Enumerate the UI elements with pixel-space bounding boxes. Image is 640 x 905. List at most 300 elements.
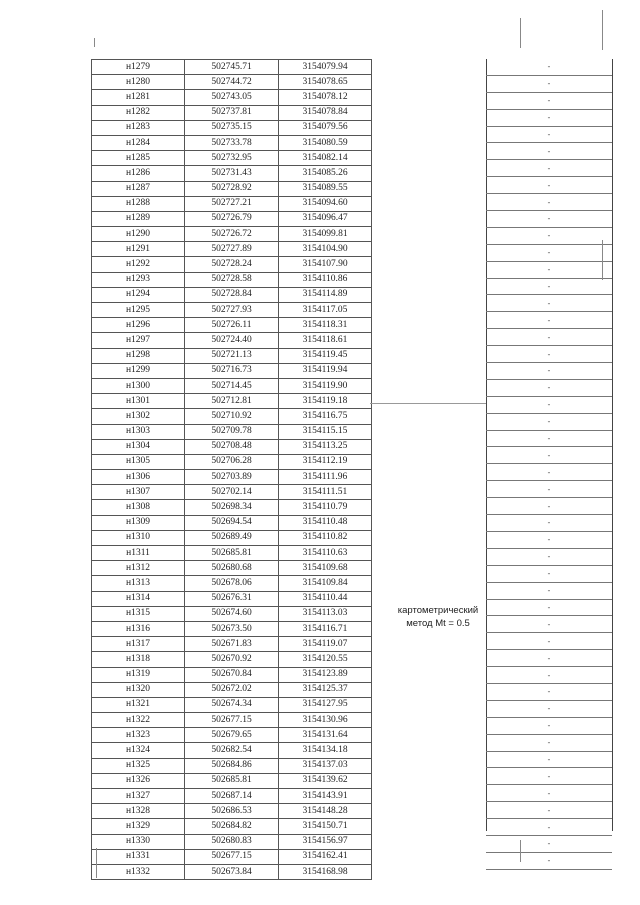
side-row: [486, 430, 612, 447]
side-row: [486, 802, 612, 819]
dash-cell: -: [486, 802, 612, 819]
y-coordinate-cell: 3154168.98: [279, 864, 372, 879]
side-row: [486, 413, 612, 430]
table-row: [92, 834, 372, 849]
table-row: [92, 515, 372, 530]
side-row: [486, 548, 612, 565]
table-row: [92, 561, 372, 576]
x-coordinate-cell: 502732.95: [185, 151, 279, 166]
table-row: [92, 758, 372, 773]
dash-cell: -: [486, 447, 612, 464]
point-id-cell: н1291: [92, 242, 185, 257]
x-coordinate-cell: 502698.34: [185, 500, 279, 515]
point-id-cell: н1317: [92, 637, 185, 652]
y-coordinate-cell: 3154125.37: [279, 682, 372, 697]
x-coordinate-cell: 502726.11: [185, 318, 279, 333]
y-coordinate-cell: 3154130.96: [279, 713, 372, 728]
x-coordinate-cell: 502673.50: [185, 621, 279, 636]
dash-cell: -: [486, 548, 612, 565]
x-coordinate-cell: 502710.92: [185, 409, 279, 424]
x-coordinate-cell: 502728.84: [185, 287, 279, 302]
scan-mark: [96, 848, 97, 878]
table-row: [92, 819, 372, 834]
point-id-cell: н1307: [92, 485, 185, 500]
point-id-cell: н1290: [92, 227, 185, 242]
table-row: [92, 485, 372, 500]
side-row: [486, 244, 612, 261]
side-row: [486, 751, 612, 768]
y-coordinate-cell: 3154123.89: [279, 667, 372, 682]
dash-cell: -: [486, 396, 612, 413]
dash-cell: -: [486, 126, 612, 143]
scan-mark: [94, 38, 95, 47]
side-row: [486, 92, 612, 109]
dash-cell: -: [486, 515, 612, 532]
table-row: [92, 576, 372, 591]
x-coordinate-cell: 502726.79: [185, 211, 279, 226]
dash-cell: -: [486, 481, 612, 498]
side-row: [486, 261, 612, 278]
y-coordinate-cell: 3154110.48: [279, 515, 372, 530]
point-id-cell: н1293: [92, 272, 185, 287]
point-id-cell: н1324: [92, 743, 185, 758]
side-row: [486, 852, 612, 869]
x-coordinate-cell: 502685.81: [185, 773, 279, 788]
side-row: [486, 194, 612, 211]
x-coordinate-cell: 502684.86: [185, 758, 279, 773]
y-coordinate-cell: 3154117.05: [279, 303, 372, 318]
dash-cell: -: [486, 667, 612, 684]
y-coordinate-cell: 3154099.81: [279, 227, 372, 242]
side-row: [486, 447, 612, 464]
x-coordinate-cell: 502677.15: [185, 713, 279, 728]
x-coordinate-cell: 502682.54: [185, 743, 279, 758]
point-id-cell: н1294: [92, 287, 185, 302]
table-row: [92, 135, 372, 150]
side-row: [486, 599, 612, 616]
point-id-cell: н1323: [92, 728, 185, 743]
y-coordinate-cell: 3154119.45: [279, 348, 372, 363]
x-coordinate-cell: 502674.60: [185, 606, 279, 621]
x-coordinate-cell: 502737.81: [185, 105, 279, 120]
y-coordinate-cell: 3154110.82: [279, 530, 372, 545]
table-row: [92, 378, 372, 393]
dash-cell: -: [486, 498, 612, 515]
table-row: [92, 637, 372, 652]
point-id-cell: н1279: [92, 60, 185, 75]
point-id-cell: н1309: [92, 515, 185, 530]
x-coordinate-cell: 502708.48: [185, 439, 279, 454]
dash-cell: -: [486, 59, 612, 75]
x-coordinate-cell: 502702.14: [185, 485, 279, 500]
method-note: [380, 604, 496, 630]
dash-cell: -: [486, 278, 612, 295]
table-row: [92, 227, 372, 242]
dash-cell: -: [486, 109, 612, 126]
y-coordinate-cell: 3154111.96: [279, 470, 372, 485]
x-coordinate-cell: 502680.83: [185, 834, 279, 849]
point-id-cell: н1306: [92, 470, 185, 485]
side-row: [486, 211, 612, 228]
table-row: [92, 470, 372, 485]
point-id-cell: н1296: [92, 318, 185, 333]
y-coordinate-cell: 3154119.18: [279, 394, 372, 409]
table-row: [92, 166, 372, 181]
table-row: [92, 75, 372, 90]
point-id-cell: н1303: [92, 424, 185, 439]
y-coordinate-cell: 3154118.61: [279, 333, 372, 348]
side-row: [486, 700, 612, 717]
dash-cell: -: [486, 379, 612, 396]
y-coordinate-cell: 3154096.47: [279, 211, 372, 226]
x-coordinate-cell: 502706.28: [185, 454, 279, 469]
point-id-cell: н1321: [92, 697, 185, 712]
point-id-cell: н1289: [92, 211, 185, 226]
side-row: [486, 498, 612, 515]
dash-cell: -: [486, 819, 612, 836]
x-coordinate-cell: 502709.78: [185, 424, 279, 439]
side-row: [486, 109, 612, 126]
x-coordinate-cell: 502716.73: [185, 363, 279, 378]
table-row: [92, 394, 372, 409]
side-row: [486, 363, 612, 380]
scan-mark: [602, 10, 603, 50]
table-row: [92, 287, 372, 302]
point-id-cell: н1285: [92, 151, 185, 166]
y-coordinate-cell: 3154131.64: [279, 728, 372, 743]
y-coordinate-cell: 3154113.25: [279, 439, 372, 454]
side-row: [486, 734, 612, 751]
side-row: [486, 582, 612, 599]
table-row: [92, 804, 372, 819]
side-row: [486, 633, 612, 650]
x-coordinate-cell: 502679.65: [185, 728, 279, 743]
y-coordinate-cell: 3154078.65: [279, 75, 372, 90]
side-row: [486, 396, 612, 413]
scan-mark: [520, 840, 521, 862]
dash-cell: -: [486, 835, 612, 852]
x-coordinate-cell: 502735.15: [185, 120, 279, 135]
dash-cell: -: [486, 430, 612, 447]
dash-cell: -: [486, 211, 612, 228]
dash-cell: -: [486, 244, 612, 261]
dash-cell: -: [486, 717, 612, 734]
side-row: [486, 565, 612, 582]
side-row: [486, 312, 612, 329]
side-row: [486, 717, 612, 734]
y-coordinate-cell: 3154116.75: [279, 409, 372, 424]
point-id-cell: н1332: [92, 864, 185, 879]
point-id-cell: н1314: [92, 591, 185, 606]
x-coordinate-cell: 502726.72: [185, 227, 279, 242]
side-row: [486, 531, 612, 548]
y-coordinate-cell: 3154079.56: [279, 120, 372, 135]
table-row: [92, 242, 372, 257]
y-coordinate-cell: 3154111.51: [279, 485, 372, 500]
y-coordinate-cell: 3154137.03: [279, 758, 372, 773]
side-row: [486, 227, 612, 244]
y-coordinate-cell: 3154104.90: [279, 242, 372, 257]
x-coordinate-cell: 502673.84: [185, 864, 279, 879]
y-coordinate-cell: 3154094.60: [279, 196, 372, 211]
point-id-cell: н1305: [92, 454, 185, 469]
table-row: [92, 864, 372, 879]
x-coordinate-cell: 502727.93: [185, 303, 279, 318]
dash-cell: -: [486, 852, 612, 869]
side-row: [486, 515, 612, 532]
table-row: [92, 211, 372, 226]
table-row: [92, 500, 372, 515]
x-coordinate-cell: 502686.53: [185, 804, 279, 819]
side-row: [486, 616, 612, 633]
x-coordinate-cell: 502670.84: [185, 667, 279, 682]
y-coordinate-cell: 3154078.84: [279, 105, 372, 120]
y-coordinate-cell: 3154112.19: [279, 454, 372, 469]
point-id-cell: н1315: [92, 606, 185, 621]
dash-cell: -: [486, 177, 612, 194]
x-coordinate-cell: 502694.54: [185, 515, 279, 530]
x-coordinate-cell: 502724.40: [185, 333, 279, 348]
point-id-cell: н1318: [92, 652, 185, 667]
x-coordinate-cell: 502731.43: [185, 166, 279, 181]
y-coordinate-cell: 3154139.62: [279, 773, 372, 788]
table-row: [92, 424, 372, 439]
y-coordinate-cell: 3154143.91: [279, 789, 372, 804]
point-id-cell: н1295: [92, 303, 185, 318]
point-id-cell: н1330: [92, 834, 185, 849]
dash-cell: -: [486, 616, 612, 633]
dash-cell: -: [486, 700, 612, 717]
scan-mark: [520, 18, 521, 48]
side-row: [486, 75, 612, 92]
side-dash-column-body: [486, 59, 612, 869]
side-row: [486, 346, 612, 363]
side-row: [486, 59, 612, 75]
point-id-cell: н1328: [92, 804, 185, 819]
side-dash-column: [486, 59, 612, 870]
y-coordinate-cell: 3154162.41: [279, 849, 372, 864]
dash-cell: -: [486, 295, 612, 312]
point-id-cell: н1282: [92, 105, 185, 120]
point-id-cell: н1325: [92, 758, 185, 773]
side-row: [486, 667, 612, 684]
side-row: [486, 379, 612, 396]
y-coordinate-cell: 3154109.84: [279, 576, 372, 591]
dash-cell: -: [486, 565, 612, 582]
side-row: [486, 835, 612, 852]
point-id-cell: н1280: [92, 75, 185, 90]
y-coordinate-cell: 3154110.44: [279, 591, 372, 606]
table-row: [92, 667, 372, 682]
side-row: [486, 683, 612, 700]
table-row: [92, 546, 372, 561]
x-coordinate-cell: 502672.02: [185, 682, 279, 697]
dash-cell: -: [486, 633, 612, 650]
table-row: [92, 621, 372, 636]
y-coordinate-cell: 3154109.68: [279, 561, 372, 576]
table-row: [92, 530, 372, 545]
x-coordinate-cell: 502680.68: [185, 561, 279, 576]
x-coordinate-cell: 502674.34: [185, 697, 279, 712]
x-coordinate-cell: 502727.89: [185, 242, 279, 257]
table-row: [92, 606, 372, 621]
table-row: [92, 333, 372, 348]
point-id-cell: н1329: [92, 819, 185, 834]
point-id-cell: н1288: [92, 196, 185, 211]
x-coordinate-cell: 502728.58: [185, 272, 279, 287]
table-row: [92, 363, 372, 378]
coordinates-table: [91, 59, 372, 880]
y-coordinate-cell: 3154089.55: [279, 181, 372, 196]
point-id-cell: н1316: [92, 621, 185, 636]
dash-cell: -: [486, 785, 612, 802]
dash-cell: -: [486, 312, 612, 329]
method-line-1: картометрический: [397, 605, 479, 616]
side-row: [486, 650, 612, 667]
point-id-cell: н1312: [92, 561, 185, 576]
x-coordinate-cell: 502677.15: [185, 849, 279, 864]
table-row: [92, 409, 372, 424]
y-coordinate-cell: 3154115.15: [279, 424, 372, 439]
side-row: [486, 481, 612, 498]
table-row: [92, 697, 372, 712]
side-column-right-border: [612, 59, 613, 831]
side-row: [486, 768, 612, 785]
side-row: [486, 160, 612, 177]
table-row: [92, 90, 372, 105]
x-coordinate-cell: 502670.92: [185, 652, 279, 667]
table-row: [92, 713, 372, 728]
table-row: [92, 682, 372, 697]
point-id-cell: н1311: [92, 546, 185, 561]
y-coordinate-cell: 3154150.71: [279, 819, 372, 834]
side-row: [486, 126, 612, 143]
dash-cell: -: [486, 92, 612, 109]
y-coordinate-cell: 3154116.71: [279, 621, 372, 636]
point-id-cell: н1319: [92, 667, 185, 682]
point-id-cell: н1308: [92, 500, 185, 515]
y-coordinate-cell: 3154127.95: [279, 697, 372, 712]
y-coordinate-cell: 3154148.28: [279, 804, 372, 819]
dash-cell: -: [486, 75, 612, 92]
side-row: [486, 785, 612, 802]
side-row: [486, 329, 612, 346]
point-id-cell: н1281: [92, 90, 185, 105]
table-row: [92, 120, 372, 135]
x-coordinate-cell: 502744.72: [185, 75, 279, 90]
dash-cell: -: [486, 582, 612, 599]
divider-line: [370, 403, 486, 404]
dash-cell: -: [486, 768, 612, 785]
table-row: [92, 348, 372, 363]
table-row: [92, 789, 372, 804]
y-coordinate-cell: 3154110.79: [279, 500, 372, 515]
y-coordinate-cell: 3154156.97: [279, 834, 372, 849]
dash-cell: -: [486, 464, 612, 481]
dash-cell: -: [486, 683, 612, 700]
dash-cell: -: [486, 413, 612, 430]
table-row: [92, 181, 372, 196]
x-coordinate-cell: 502728.24: [185, 257, 279, 272]
y-coordinate-cell: 3154134.18: [279, 743, 372, 758]
table-row: [92, 728, 372, 743]
x-coordinate-cell: 502745.71: [185, 60, 279, 75]
dash-cell: -: [486, 346, 612, 363]
point-id-cell: н1297: [92, 333, 185, 348]
dash-cell: -: [486, 599, 612, 616]
point-id-cell: н1310: [92, 530, 185, 545]
x-coordinate-cell: 502728.92: [185, 181, 279, 196]
point-id-cell: н1284: [92, 135, 185, 150]
y-coordinate-cell: 3154080.59: [279, 135, 372, 150]
y-coordinate-cell: 3154114.89: [279, 287, 372, 302]
point-id-cell: н1299: [92, 363, 185, 378]
x-coordinate-cell: 502712.81: [185, 394, 279, 409]
dash-cell: -: [486, 734, 612, 751]
table-row: [92, 151, 372, 166]
y-coordinate-cell: 3154082.14: [279, 151, 372, 166]
y-coordinate-cell: 3154110.63: [279, 546, 372, 561]
x-coordinate-cell: 502684.82: [185, 819, 279, 834]
y-coordinate-cell: 3154120.55: [279, 652, 372, 667]
y-coordinate-cell: 3154119.90: [279, 378, 372, 393]
y-coordinate-cell: 3154110.86: [279, 272, 372, 287]
side-row: [486, 177, 612, 194]
x-coordinate-cell: 502687.14: [185, 789, 279, 804]
point-id-cell: н1327: [92, 789, 185, 804]
y-coordinate-cell: 3154085.26: [279, 166, 372, 181]
side-row: [486, 143, 612, 160]
table-row: [92, 652, 372, 667]
coordinates-table-body: [92, 60, 372, 880]
y-coordinate-cell: 3154119.94: [279, 363, 372, 378]
table-row: [92, 743, 372, 758]
side-row: [486, 464, 612, 481]
point-id-cell: н1292: [92, 257, 185, 272]
y-coordinate-cell: 3154078.12: [279, 90, 372, 105]
y-coordinate-cell: 3154107.90: [279, 257, 372, 272]
point-id-cell: н1331: [92, 849, 185, 864]
table-row: [92, 257, 372, 272]
table-row: [92, 303, 372, 318]
x-coordinate-cell: 502689.49: [185, 530, 279, 545]
point-id-cell: н1287: [92, 181, 185, 196]
x-coordinate-cell: 502721.13: [185, 348, 279, 363]
point-id-cell: н1302: [92, 409, 185, 424]
table-row: [92, 439, 372, 454]
point-id-cell: н1322: [92, 713, 185, 728]
table-row: [92, 105, 372, 120]
point-id-cell: н1313: [92, 576, 185, 591]
dash-cell: -: [486, 650, 612, 667]
point-id-cell: н1286: [92, 166, 185, 181]
table-row: [92, 60, 372, 75]
dash-cell: -: [486, 143, 612, 160]
table-row: [92, 849, 372, 864]
dash-cell: -: [486, 261, 612, 278]
table-row: [92, 773, 372, 788]
x-coordinate-cell: 502743.05: [185, 90, 279, 105]
dash-cell: -: [486, 531, 612, 548]
dash-cell: -: [486, 751, 612, 768]
x-coordinate-cell: 502703.89: [185, 470, 279, 485]
table-row: [92, 591, 372, 606]
y-coordinate-cell: 3154118.31: [279, 318, 372, 333]
x-coordinate-cell: 502727.21: [185, 196, 279, 211]
x-coordinate-cell: 502678.06: [185, 576, 279, 591]
table-row: [92, 318, 372, 333]
dash-cell: -: [486, 194, 612, 211]
